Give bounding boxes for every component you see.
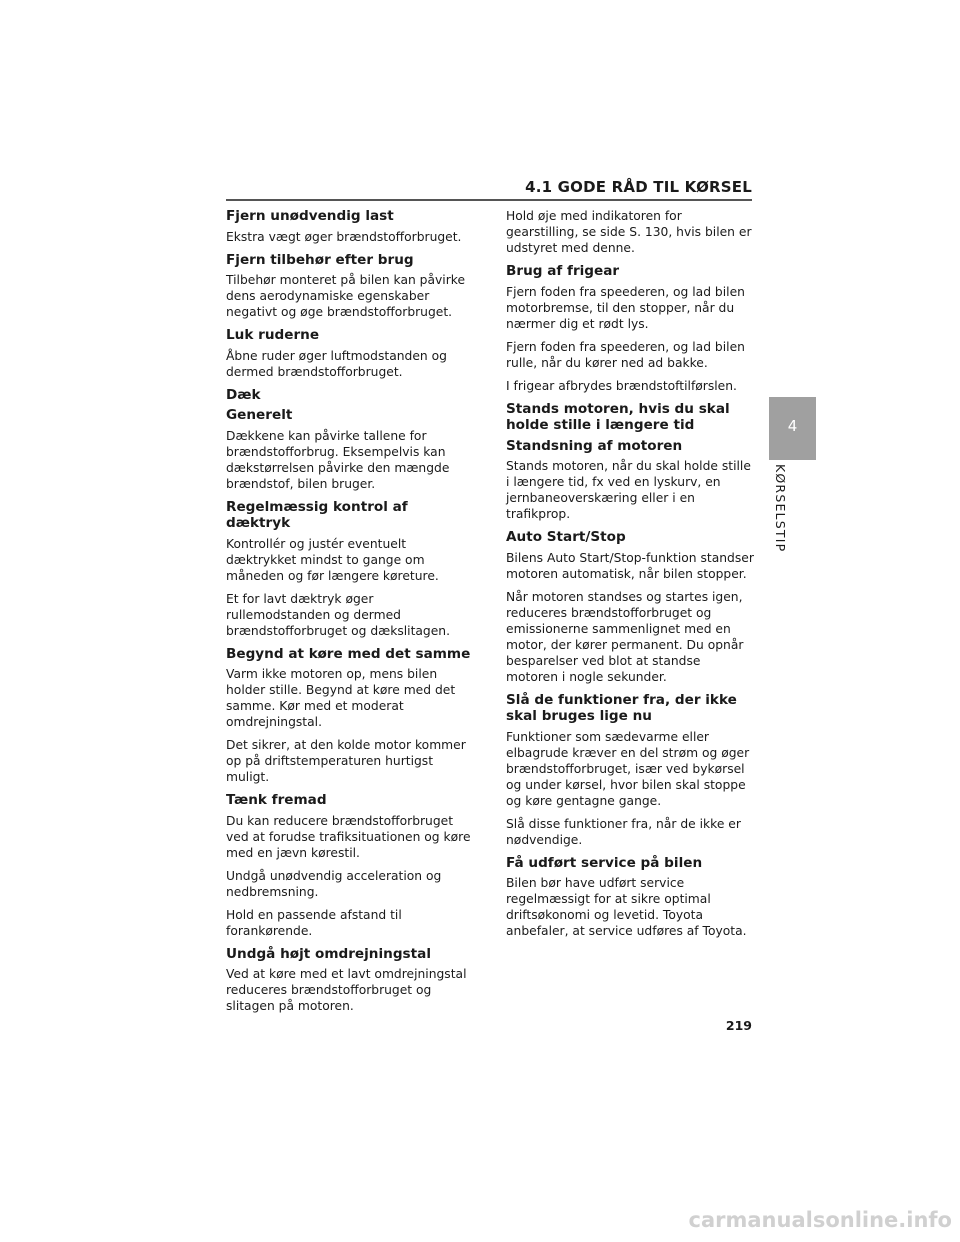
section-heading: Luk ruderne (226, 327, 320, 343)
paragraph: Slå disse funktioner fra, når de ikke er nødvendige. (506, 816, 741, 847)
paragraph: Du kan reducere brændstofforbruget ved at forudse trafiksituationen og køre med en jævn kørestil. (226, 813, 471, 860)
paragraph: Undgå unødvendig acceleration og nedbremsning. (226, 868, 442, 899)
section-close-windows (226, 327, 476, 380)
paragraph: Dækkene kan påvirke tallene for brændstofforbrug. Eksempelvis kan dækstørrelsen påvirke den mængde brændstof, bilen bruger. (226, 428, 450, 491)
paragraph: Stands motoren, når du skal holde stille i længere tid, fx ved en lyskurv, en jernbaneoverskæring eller i en trafikprop. (506, 459, 751, 521)
section-title: 4.1 GODE RÅD TIL KØRSEL (525, 178, 752, 196)
paragraph: I frigear afbrydes brændstoftilførslen. (506, 378, 737, 393)
subsection-heading: Regelmæssig kontrol af dæktryk (226, 498, 408, 531)
paragraph: Varm ikke motoren op, mens bilen holder stille. Begynd at køre med det samme. Kør med et moderat omdrejningstal. (226, 667, 456, 729)
subsection-heading: Generelt (226, 407, 293, 423)
page-number: 219 (725, 1018, 752, 1033)
section-heading: Begynd at køre med det samme (226, 645, 471, 662)
paragraph: Ekstra vægt øger brændstofforbruget. (226, 229, 462, 244)
section-service (506, 855, 756, 940)
paragraph: Fjern foden fra speederen, og lad bilen rulle, når du kører ned ad bakke. (506, 339, 745, 370)
paragraph: Ved at køre med et lavt omdrejningstal reduceres brændstofforbruget og slitagen på motoren. (226, 967, 467, 1013)
header-divider (226, 199, 752, 201)
paragraph: Når motoren standses og startes igen, reduceres brændstofforbruget og emissionerne sammenlignet med en motor, der kører permanent. Du opnår besparelser ved blot at standse motoren i nogle sekunder. (506, 589, 744, 684)
section-heading: Få udført service på bilen (506, 854, 703, 871)
paragraph: Bilen bør have udført service regelmæssigt for at sikre optimal driftsøkonomi og levetid. Toyota anbefaler, at service udføres af Toyota. (506, 876, 747, 938)
section-general (226, 407, 476, 492)
section-heading: Fjern tilbehør efter brug (226, 251, 414, 268)
section-think-ahead (226, 792, 476, 939)
section-heading: Fjern unødvendig last (226, 208, 394, 224)
subsection-heading: Standsning af motoren (506, 437, 683, 454)
section-heading: Brug af frigear (506, 263, 620, 279)
section-heading: Slå de funktioner fra, der ikke skal bruges lige nu (506, 691, 737, 724)
section-stop-engine (506, 401, 756, 434)
section-heading: Undgå højt omdrejningstal (226, 945, 431, 962)
paragraph: Åbne ruder øger luftmodstanden og dermed brændstofforbruget. (226, 348, 447, 379)
left-column (226, 208, 476, 1021)
section-auto-start-stop (506, 529, 756, 685)
section-remove-load (226, 208, 476, 245)
chapter-number: 4 (787, 417, 798, 435)
section-remove-accessories (226, 252, 476, 321)
section-heading: Dæk (226, 386, 261, 403)
section-tyre-pressure (226, 499, 476, 639)
right-column (506, 208, 756, 946)
section-avoid-high-rpm (226, 946, 476, 1015)
paragraph: Bilens Auto Start/Stop-funktion standser motoren automatisk, når bilen stopper. (506, 550, 754, 581)
section-tyres (226, 387, 476, 404)
section-engine-stopping (506, 438, 756, 523)
section-start-driving (226, 646, 476, 786)
subsection-heading: Auto Start/Stop (506, 529, 626, 545)
paragraph: Det sikrer, at den kolde motor kommer op på driftstemperaturen hurtigst muligt. (226, 738, 466, 784)
section-heading: Stands motoren, hvis du skal holde stille i længere tid (506, 400, 730, 433)
section-gear-indicator (506, 208, 756, 256)
paragraph: Funktioner som sædevarme eller elbagrude kræver en del strøm og øger brændstofforbruget, især ved bykørsel og under kørsel, hvor bilen skal stoppe og køre gentagne gange. (506, 729, 750, 808)
paragraph: Kontrollér og justér eventuelt dæktrykket mindst to gange om måneden og før længere køreture. (226, 536, 439, 583)
section-turn-off-functions (506, 692, 756, 848)
paragraph: Hold øje med indikatoren for gearstilling, se side S. 130, hvis bilen er udstyret med denne. (506, 209, 752, 255)
paragraph: Hold en passende afstand til forankørende. (226, 907, 402, 938)
section-neutral-gear (506, 263, 756, 394)
chapter-label: KØRSELSTIP (773, 464, 788, 553)
section-heading: Tænk fremad (226, 792, 327, 808)
paragraph: Fjern foden fra speederen, og lad bilen motorbremse, til den stopper, når du nærmer dig et rødt lys. (506, 284, 745, 331)
paragraph: Tilbehør monteret på bilen kan påvirke dens aerodynamiske egenskaber negativt og øge brændstofforbruget. (226, 273, 466, 319)
watermark: carmanualsonline.info (688, 1208, 952, 1232)
paragraph: Et for lavt dæktryk øger rullemodstanden og dermed brændstofforbruget og dækslitagen. (226, 591, 451, 638)
